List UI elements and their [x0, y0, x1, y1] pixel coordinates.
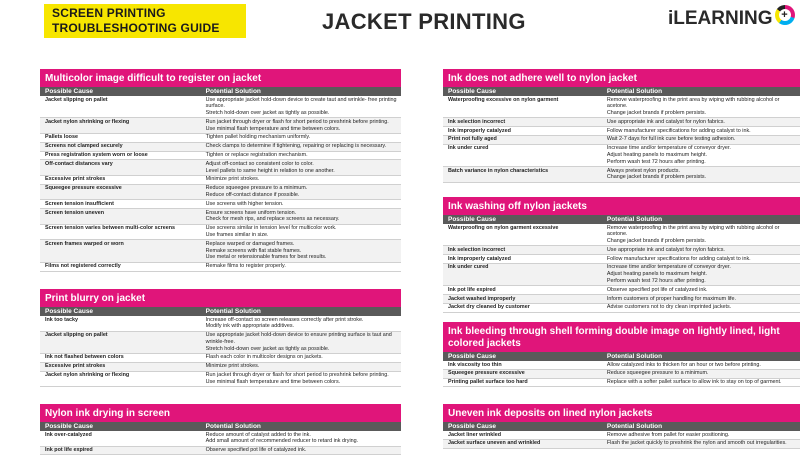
- solution-cell: [602, 379, 800, 386]
- table-row: [443, 167, 800, 183]
- table-row: [40, 152, 401, 161]
- cause-cell: Ink not flashed between colors: [45, 354, 124, 361]
- cause-cell: Ink pot life expired: [45, 447, 93, 454]
- section-drying: [40, 404, 401, 455]
- solution-line: Use frames similar in size.: [205, 232, 269, 239]
- cause-cell: Printing pallet surface too hard: [448, 379, 528, 386]
- solution-line: Use appropriate ink and catalyst for nylon fabrics.: [606, 246, 725, 253]
- solution-cell: [602, 304, 800, 311]
- solution-cell: [602, 136, 800, 143]
- solution-line: Stretch hold-down over jacket as tightly as possible.: [205, 345, 330, 352]
- table-row: [40, 447, 401, 455]
- guide-line-2: TROUBLESHOOTING GUIDE: [52, 21, 220, 35]
- solution-cell: [602, 432, 800, 439]
- header-possible-cause: Possible Cause: [45, 423, 94, 430]
- cause-cell: Screen tension varies between multi-color screens: [45, 225, 176, 232]
- solution-line: Remove waterproofing in the print area by wiping with rubbing alcohol or acetone.: [606, 224, 780, 238]
- table-row: [443, 127, 800, 136]
- table-row: [40, 185, 401, 201]
- table-row: [40, 200, 401, 209]
- solution-line: Observe specified pot life of catalyzed ink.: [606, 286, 708, 293]
- cause-cell: Ink viscosity too thin: [448, 361, 502, 368]
- cause-cell: Ink selection incorrect: [448, 246, 506, 253]
- solution-line: Check clamps to determine if tightening, repairing or replacing is necessary.: [205, 143, 387, 150]
- table-header-row: [443, 352, 800, 361]
- cause-cell: Ink over-catalyzed: [45, 431, 92, 438]
- section-multicolor: [40, 69, 401, 272]
- solution-line: Check for mesh rips, and replace screens as necessary.: [205, 216, 340, 223]
- solution-cell: [201, 332, 401, 352]
- solution-line: Perform wash test 72 hours after printing.: [606, 158, 706, 165]
- section-blurry: [40, 289, 401, 387]
- section-title: Ink bleeding through shell forming double image on lightly lined, light colored jackets: [443, 322, 800, 352]
- cause-cell: Ink improperly catalyzed: [448, 255, 511, 262]
- solution-line: Flash the jacket quickly to preshrink the nylon and smooth out irregularities.: [606, 440, 787, 447]
- solution-line: Replace warped or damaged frames.: [205, 240, 295, 247]
- solution-cell: [602, 145, 800, 165]
- solution-cell: [602, 440, 800, 447]
- header-possible-cause: Possible Cause: [45, 88, 94, 95]
- table-row: [443, 136, 800, 145]
- solution-line: Flash each color in multicolor designs on jackets.: [205, 354, 323, 361]
- logo-text: iLEARNING: [668, 8, 773, 29]
- table-row: [40, 225, 401, 241]
- solution-cell: [201, 447, 401, 454]
- header-possible-cause: Possible Cause: [448, 88, 497, 95]
- section-title: Nylon ink drying in screen: [40, 404, 401, 422]
- table-header-row: [443, 87, 800, 96]
- solution-cell: [201, 97, 401, 117]
- header-possible-cause: Possible Cause: [448, 423, 497, 430]
- cause-cell: Print not fully aged: [448, 136, 497, 143]
- cause-cell: Off-contact distances vary: [45, 160, 113, 167]
- solution-line: Remake films to register properly.: [205, 263, 286, 270]
- header-possible-cause: Possible Cause: [45, 308, 94, 315]
- table-header-row: [443, 215, 800, 224]
- header-potential-solution: Potential Solution: [205, 423, 261, 430]
- solution-line: Modify ink with appropriate additives.: [205, 323, 295, 330]
- solution-cell: [602, 256, 800, 263]
- guide-line-1: SCREEN PRINTING: [52, 6, 166, 20]
- cause-cell: Screen frames warped or worn: [45, 240, 124, 247]
- solution-line: Remove waterproofing in the print area by wiping with rubbing alcohol or acetone.: [606, 96, 780, 110]
- section-title: Ink washing off nylon jackets: [443, 197, 800, 215]
- cause-cell: Ink under cured: [448, 145, 489, 152]
- solution-line: Stretch hold-down over jacket as tightly as possible.: [205, 110, 330, 117]
- table-row: [443, 370, 800, 379]
- solution-cell: [201, 317, 401, 331]
- table-row: [443, 224, 800, 246]
- solution-line: Minimize print strokes.: [205, 176, 260, 183]
- cause-cell: Screen tension insufficient: [45, 200, 114, 207]
- solution-line: Change jacket brands if problem persists.: [606, 238, 707, 245]
- table-row: [40, 176, 401, 185]
- section-adhere: [443, 69, 800, 183]
- table-row: [443, 286, 800, 295]
- solution-cell: [201, 161, 401, 175]
- solution-line: Allow catalyzed inks to thicken for an hour or two before printing.: [606, 361, 761, 368]
- solution-line: Increase time and/or temperature of conveyor dryer.: [606, 264, 731, 271]
- solution-cell: [201, 372, 401, 386]
- solution-cell: [201, 354, 401, 361]
- table-row: [443, 295, 800, 304]
- ilearning-logo: [668, 8, 795, 30]
- table-row: [40, 240, 401, 262]
- solution-line: Observe specified pot life of catalyzed ink.: [205, 447, 307, 454]
- solution-line: Wait 2-7 days for full ink cure before testing adhesion.: [606, 136, 736, 143]
- solution-line: Always pretest nylon products.: [606, 167, 680, 174]
- table-row: [40, 118, 401, 134]
- guide-badge: [44, 4, 246, 38]
- table-row: [443, 145, 800, 167]
- solution-cell: [201, 225, 401, 239]
- header-potential-solution: Potential Solution: [606, 423, 663, 430]
- solution-cell: [201, 263, 401, 270]
- solution-cell: [201, 432, 401, 446]
- cause-cell: Screens not clamped securely: [45, 143, 123, 150]
- solution-cell: [602, 168, 800, 182]
- table-row: [443, 440, 800, 449]
- solution-line: Use minimal flash temperature and time between colors.: [205, 125, 341, 132]
- solution-line: Add small amount of recommended reducer to retard ink drying.: [205, 438, 359, 445]
- table-row: [443, 246, 800, 255]
- solution-line: Run jacket through dryer or flash for short period to preshrink before printing.: [205, 372, 389, 379]
- solution-cell: [201, 201, 401, 208]
- header-potential-solution: Potential Solution: [606, 88, 663, 95]
- solution-cell: [201, 152, 401, 159]
- table-row: [40, 209, 401, 225]
- solution-line: Adjust heating panels to maximum height.: [606, 152, 707, 159]
- table-row: [40, 431, 401, 447]
- header-potential-solution: Potential Solution: [205, 308, 261, 315]
- solution-line: Adjust off-contact so consistent color to color.: [205, 160, 314, 167]
- solution-cell: [201, 185, 401, 199]
- section-title: Uneven ink deposits on lined nylon jackets: [443, 404, 800, 422]
- table-row: [443, 96, 800, 118]
- solution-cell: [201, 143, 401, 150]
- solution-line: Advise customers not to dry clean imprinted jackets.: [606, 304, 732, 311]
- solution-cell: [602, 362, 800, 369]
- cause-cell: Ink too tacky: [45, 316, 78, 323]
- solution-line: Reduce amount of catalyst added to the ink.: [205, 431, 311, 438]
- cause-cell: Batch variance in nylon characteristics: [448, 167, 549, 174]
- cause-cell: Screen tension uneven: [45, 209, 105, 216]
- solution-cell: [602, 97, 800, 117]
- cause-cell: Excessive print strokes: [45, 363, 106, 370]
- cause-cell: Jacket nylon shrinking or flexing: [45, 372, 130, 379]
- cause-cell: Films not registered correctly: [45, 263, 121, 270]
- section-title: Multicolor image difficult to register on jacket: [40, 69, 401, 87]
- solution-cell: [602, 119, 800, 126]
- section-title: Print blurry on jacket: [40, 289, 401, 307]
- cause-cell: Jacket nylon shrinking or flexing: [45, 118, 130, 125]
- table-row: [443, 304, 800, 313]
- header-potential-solution: Potential Solution: [205, 88, 261, 95]
- solution-cell: [201, 119, 401, 133]
- solution-line: Change jacket brands if problem persists.: [606, 174, 707, 181]
- solution-cell: [201, 176, 401, 183]
- table-header-row: [443, 422, 800, 431]
- cause-cell: Press registration system worn or loose: [45, 152, 148, 159]
- solution-cell: [201, 210, 401, 224]
- solution-cell: [602, 287, 800, 294]
- cause-cell: Jacket surface uneven and wrinkled: [448, 440, 541, 447]
- section-title: Ink does not adhere well to nylon jacket: [443, 69, 800, 87]
- table-row: [40, 332, 401, 354]
- header-potential-solution: Potential Solution: [606, 216, 663, 223]
- cause-cell: Ink under cured: [448, 264, 489, 271]
- solution-line: Use appropriate ink and catalyst for nylon fabrics.: [606, 118, 725, 125]
- solution-line: Increase time and/or temperature of conveyor dryer.: [606, 145, 731, 152]
- solution-line: Run jacket through dryer or flash for short period to preshrink before printing.: [205, 118, 389, 125]
- cause-cell: Jacket washed improperly: [448, 295, 516, 302]
- table-header-row: [40, 87, 401, 96]
- header-potential-solution: Potential Solution: [606, 353, 663, 360]
- solution-line: Follow manufacturer specifications for adding catalyst to ink.: [606, 127, 751, 134]
- solution-line: Increase off-contact so screen releases correctly after print stroke.: [205, 316, 364, 323]
- table-row: [40, 134, 401, 143]
- solution-line: Replace with a softer pallet surface to allow ink to stay on top of garment.: [606, 379, 782, 386]
- solution-line: Use screens with higher tension.: [205, 200, 284, 207]
- solution-cell: [201, 241, 401, 261]
- table-header-row: [40, 422, 401, 431]
- cause-cell: Jacket dry cleaned by customer: [448, 304, 530, 311]
- cause-cell: Ink pot life expired: [448, 286, 496, 293]
- solution-cell: [602, 225, 800, 245]
- solution-line: Minimize print strokes.: [205, 363, 260, 370]
- table-row: [443, 118, 800, 127]
- cause-cell: Excessive print strokes: [45, 176, 106, 183]
- table-row: [443, 255, 800, 264]
- cause-cell: Pallets loose: [45, 134, 78, 141]
- solution-line: Inform customers of proper handling for maximum life.: [606, 295, 736, 302]
- table-row: [443, 264, 800, 286]
- table-row: [40, 143, 401, 152]
- page-title: JACKET PRINTING: [322, 9, 526, 34]
- solution-line: Reduce squeegee pressure to a minimum.: [205, 185, 308, 192]
- table-row: [40, 372, 401, 388]
- logo-plus-icon: +: [775, 5, 795, 25]
- solution-line: Use minimal flash temperature and time between colors.: [205, 378, 341, 385]
- solution-line: Use screens similar in tension level for multicolor work.: [205, 225, 337, 232]
- solution-line: Follow manufacturer specifications for adding catalyst to ink.: [606, 255, 751, 262]
- table-row: [40, 263, 401, 272]
- solution-line: Use appropriate jacket hold-down device to ensure printing surface is taut and wrinkle-free.: [205, 332, 392, 345]
- solution-line: Remake screens with flat stable frames.: [205, 247, 302, 254]
- section-washing: [443, 197, 800, 313]
- cause-cell: Jacket slipping on pallet: [45, 96, 108, 103]
- solution-line: Perform wash test 72 hours after printing.: [606, 278, 706, 285]
- solution-cell: [602, 370, 800, 377]
- cause-cell: Jacket liner wrinkled: [448, 431, 502, 438]
- solution-line: Adjust heating panels to maximum height.: [606, 271, 707, 278]
- solution-line: Level pallets to same height in relation to one another.: [205, 167, 335, 174]
- table-row: [40, 160, 401, 176]
- section-bleeding: [443, 322, 800, 387]
- solution-cell: [602, 296, 800, 303]
- table-row: [40, 363, 401, 372]
- table-row: [40, 96, 401, 118]
- solution-line: Tighten pallet holding mechanism uniformly.: [205, 134, 311, 141]
- solution-line: Use metal or retensionable frames for best results.: [205, 254, 327, 261]
- header-possible-cause: Possible Cause: [448, 216, 497, 223]
- table-row: [40, 354, 401, 363]
- table-header-row: [40, 307, 401, 316]
- table-row: [443, 431, 800, 440]
- header-possible-cause: Possible Cause: [448, 353, 497, 360]
- solution-cell: [602, 128, 800, 135]
- cause-cell: Ink improperly catalyzed: [448, 127, 511, 134]
- solution-cell: [602, 247, 800, 254]
- cause-cell: Waterproofing on nylon garment excessive: [448, 224, 559, 231]
- solution-line: Remove adhesive from pallet for easier positioning.: [606, 431, 730, 438]
- solution-line: Use appropriate jacket hold-down device to create taut and wrinkle- free printing surface.: [205, 96, 397, 110]
- cause-cell: Waterproofing excessive on nylon garment: [448, 96, 559, 103]
- cause-cell: Jacket slipping on pallet: [45, 332, 108, 339]
- cause-cell: Ink selection incorrect: [448, 118, 506, 125]
- solution-line: Ensure screens have uniform tension.: [205, 209, 297, 216]
- solution-cell: [201, 363, 401, 370]
- solution-line: Reduce off-contact distance if possible.: [205, 192, 300, 199]
- table-row: [40, 316, 401, 332]
- solution-line: Change jacket brands if problem persists.: [606, 110, 707, 117]
- table-row: [443, 379, 800, 388]
- solution-cell: [602, 264, 800, 284]
- table-row: [443, 361, 800, 370]
- section-uneven: [443, 404, 800, 449]
- solution-line: Reduce squeegee pressure to a minimum.: [606, 370, 709, 377]
- solution-line: Tighten or replace registration mechanism.: [205, 152, 308, 159]
- cause-cell: Squeegee pressure excessive: [45, 185, 122, 192]
- cause-cell: Squeegee pressure excessive: [448, 370, 525, 377]
- solution-cell: [201, 134, 401, 141]
